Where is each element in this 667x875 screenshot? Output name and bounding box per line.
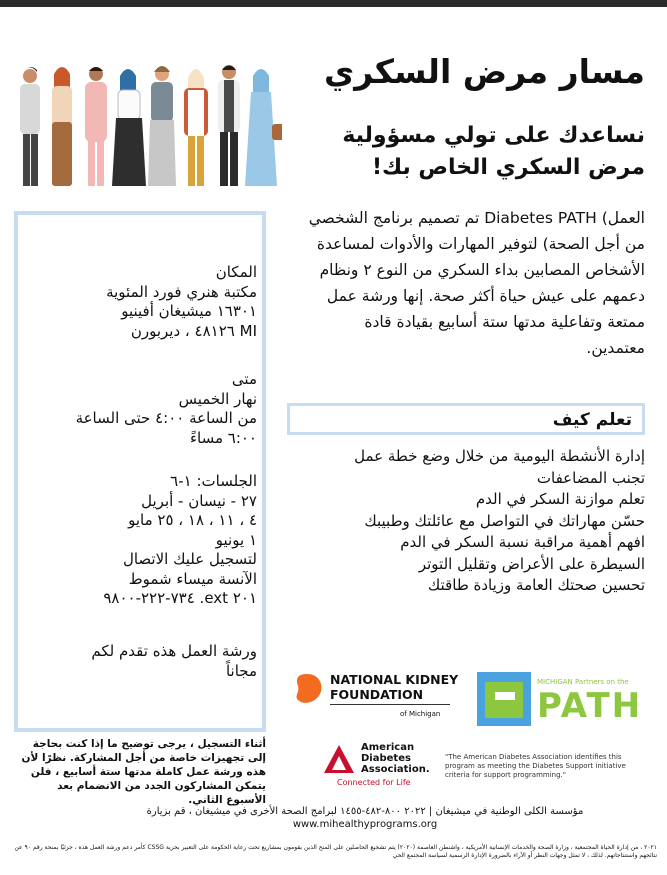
ada-line1: American: [361, 742, 415, 753]
person-2: [52, 67, 72, 186]
place-line: مكتبة هنري فورد المئوية: [106, 282, 257, 301]
kidney-icon: [290, 672, 324, 706]
place-line: MI ٤٨١٢٦ ، ديربورن: [130, 321, 257, 340]
learn-list: [295, 446, 645, 597]
nkf-divider: [330, 704, 450, 705]
person-6: [184, 69, 208, 186]
ada-tagline: Connected for Life: [337, 778, 411, 787]
sessions-line: ٢٧ - نيسان - أبريل: [141, 491, 257, 510]
nkf-line2: FOUNDATION: [330, 687, 424, 702]
learn-item: السيطرة على الأعراض وتقليل التوتر: [418, 554, 645, 573]
person-8: [245, 69, 282, 186]
footer-website-link[interactable]: www.mihealthyprograms.org: [292, 819, 438, 830]
person-7: [218, 65, 240, 186]
path-mark-icon: [477, 672, 531, 726]
ada-line3: Association.: [361, 764, 430, 775]
ada-quote: "The American Diabetes Association identifies this program as meeting the Diabetes Support initiative criteria for support programming.": [445, 753, 626, 779]
nkf-line3: of Michigan: [400, 710, 441, 718]
sessions-line: الجلسات: ١-٦: [170, 472, 257, 490]
free-section: [17, 642, 257, 681]
page-subtitle: نساعدك على تولي مسؤولية مرض السكري الخاص بك!: [342, 123, 645, 180]
place-line: ١٦٣٠١ ميشيغان أفينيو: [121, 302, 257, 320]
contact-phone: ٢٠١ ext. ٧٣٤-٢٢٢-٩٨٠٠: [103, 589, 257, 607]
learn-item: إدارة الأنشطة اليومية من خلال وضع خطة عمل: [354, 447, 645, 465]
when-line: نهار الخميس: [178, 389, 257, 408]
path-logo: [477, 670, 645, 728]
person-5: [148, 66, 176, 186]
sessions-section: [17, 472, 257, 609]
learn-item: حسّن مهاراتك في التواصل مع عائلتك وطبيبك: [364, 511, 645, 530]
people-illustration: [10, 62, 282, 194]
place-label: المكان: [215, 263, 257, 281]
person-4: [112, 69, 146, 186]
sessions-line: ٤ ، ١١ ، ١٨ ، ٢٥ مايو: [128, 511, 257, 529]
nkf-logo: [290, 668, 459, 728]
place-section: [17, 263, 257, 341]
learn-item: تجنب المضاعفات: [536, 468, 645, 487]
sessions-line: ١ يونيو: [215, 530, 257, 549]
learn-heading-box: [287, 403, 645, 435]
learn-heading: تعلم كيف: [552, 410, 632, 430]
page-title: مسار مرض السكري: [324, 52, 645, 91]
person-1: [20, 67, 40, 186]
learn-item: تعلم موازنة السكر في الدم: [475, 490, 645, 508]
learn-item: افهم أهمية مراقبة نسبة السكر في الدم: [400, 533, 645, 551]
footer-fine-print: ٢٠٢١ ، من إدارة الحياة المجتمعية ، وزارة الصحة والخدمات الإنسانية الأمريكية ، واشنطن العاصمة (٢٠٢٠) يتم تشجيع الحاصلين على المنح الذين يقومون بمشاريع تحت رعاية الحكومة على التعبير بحرية CSSG كأمر دعم ورشة العمل هذه ، جزئيًا بمنحة رقم ٩٠ عن نتائجهم واستنتاجاتهم. لذلك ، لا تمثل وجهات النظر أو الآراء بالضرورة الإدارة الرسمية لسياسة المجتمع الحي: [14, 844, 657, 859]
path-big-text: PATH: [537, 686, 643, 726]
intro-paragraph: العمل) Diabetes PATH تم تصميم برنامج الشخصي من أجل الصحة) لتوفير المهارات والأدوات لمساعدة الأشخاص المصابين بداء السكري من النوع ٢ ونظام دعمهم على عيش حياة أكثر صحة. إنها ورشة عمل ممتعة وتفاعلية مدتها ستة أسابيع بقيادة قادة معتمدين.: [308, 209, 645, 357]
when-label: متى: [231, 370, 257, 388]
top-bar: [0, 0, 667, 7]
ada-logo: [323, 740, 428, 790]
person-3: [85, 67, 107, 186]
when-line: ٦:٠٠ مساءً: [189, 428, 257, 447]
path-small-text: MICHIGAN Partners on the: [537, 678, 629, 686]
when-section: [17, 370, 257, 448]
ada-triangle-icon: [323, 744, 355, 774]
ada-line2: Diabetes: [361, 753, 411, 764]
when-line: من الساعة ٤:٠٠ حتى الساعة: [75, 409, 257, 427]
nkf-line1: NATIONAL KIDNEY: [330, 672, 459, 687]
sessions-line: لتسجيل عليك الاتصال: [122, 550, 257, 568]
free-line: مجاناً: [225, 661, 257, 680]
footer-line1: مؤسسة الكلى الوطنية في ميشيغان | ٢٠٢٢ ٨٠٠-٤٨٢-١٤٥٥ لبرامج الصحة الأخرى في ميشيغان ، قم بزيارة: [146, 806, 584, 817]
free-line: ورشة العمل هذه تقدم لكم: [91, 642, 257, 660]
footer-contact: [85, 805, 645, 831]
sessions-line: الآنسة ميساء شموط: [128, 569, 257, 588]
learn-item: تحسين صحتك العامة وزيادة طاقتك: [427, 576, 645, 594]
registration-note: أثناء التسجيل ، يرجى توضيح ما إذا كنت بحاجة إلى تجهيزات خاصة من أجل المشاركة. نظرًا لأن هذه ورشة عمل كاملة مدتها ستة أسابيع ، فلن يتمكن المشاركون الجدد من الانضمام بعد الأسبوع الثاني.: [21, 738, 266, 806]
